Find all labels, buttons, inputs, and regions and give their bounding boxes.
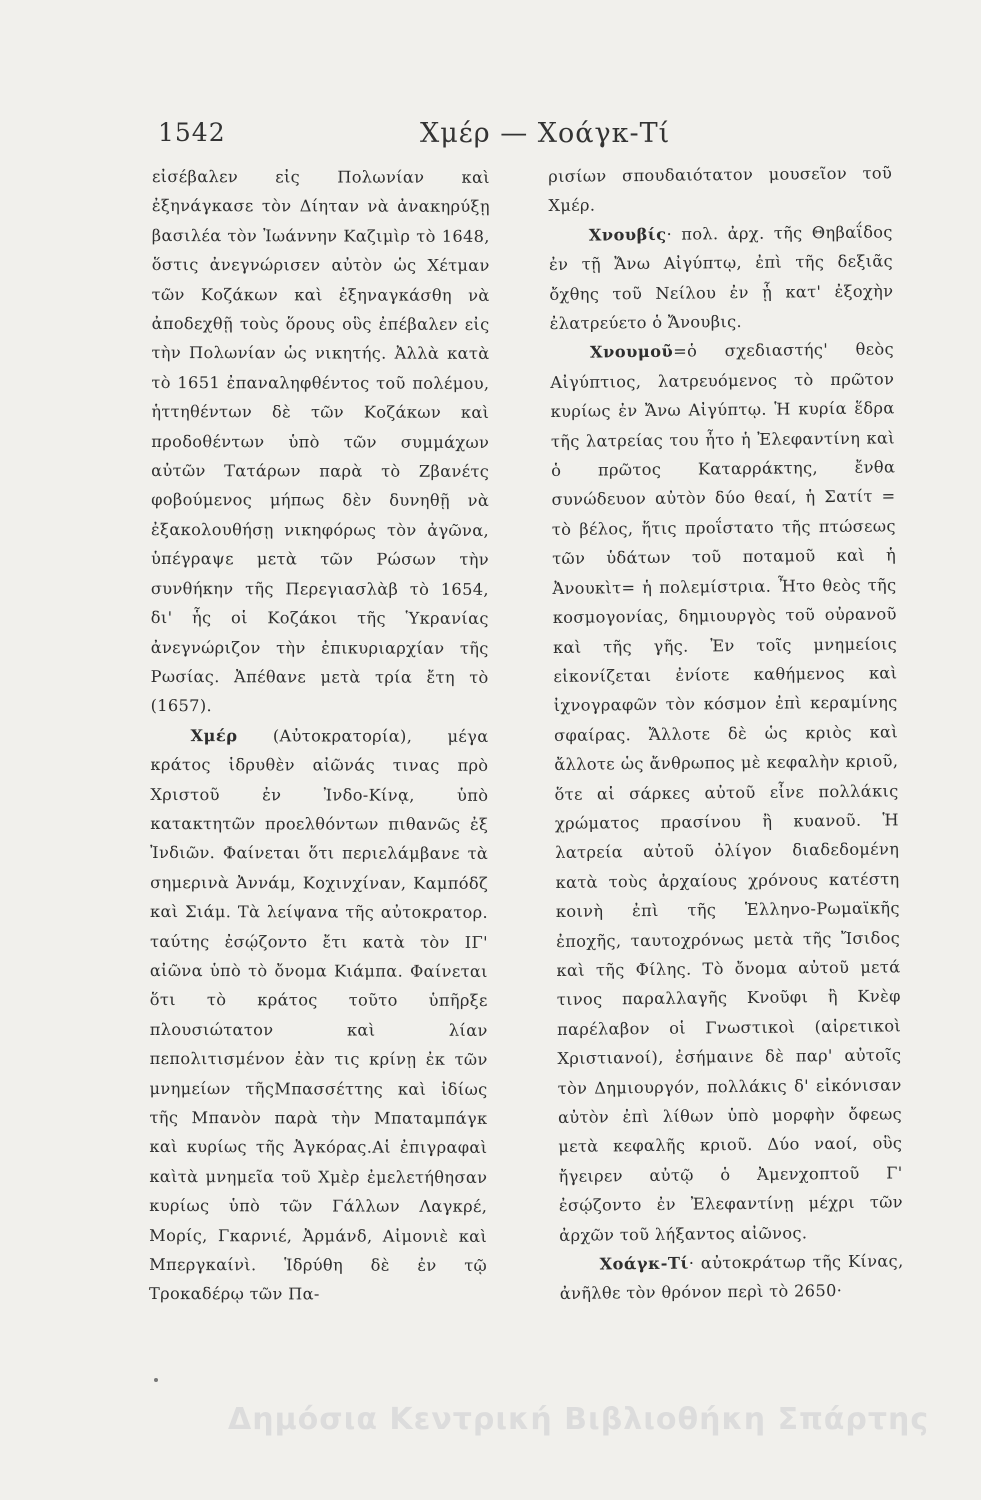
entry-continuation: εἰσέβαλεν εἰς Πολωνίαν καὶ ἐξηνάγκασε τὸν Δίηταν νὰ ἀνακηρύξῃ βασιλέα τὸν Ἰωάννην Καζιμὶρ τὸ 1648, ὅστις ἀνεγνώρισεν αὐτὸν ὡς Χέτμαν τῶν Κοζάκων καὶ ἐξηναγκάσθη νὰ ἀποδεχθῇ τοὺς ὅρους οὓς ἐπέβαλεν εἰς τὴν Πολωνίαν ὡς νικητής. Ἀλλὰ κατὰ τὸ 1651 ἐπαναληφθέντος τοῦ πολέμου, ἡττηθέντων δὲ τῶν Κοζάκων καὶ προδοθέντων ὑπὸ τῶν συμμάχων αὐτῶν Τατάρων παρὰ τὸ Ζβανέτς φοβούμενος μήπως δὲν δυνηθῇ νὰ ἐξακολουθήσῃ νικηφόρως τὸν ἀγῶνα, ὑπέγραψε μετὰ τῶν Ρώσων τὴν συνθήκην τῆς Περεγιασλὰβ τὸ 1654, δι' ἧς οἱ Κοζάκοι τῆς Ὑκρανίας ἀνεγνώριζον τὴν ἐπικυριαρχίαν τῆς Ρωσίας. Ἀπέθανε μετὰ τρία ἔτη τὸ (1657). — [150, 166, 490, 716]
library-watermark: Δημόσια Κεντρική Βιβλιοθήκη Σπάρτης — [228, 1402, 930, 1437]
entry-text: =ὁ σχεδιαστής' θεὸς Αἰγύπτιος, λατρευόμενος τὸ πρῶτον κυρίως ἐν Ἄνω Αἰγύπτῳ. Ἡ κυρία ἕδρα τῆς λατρείας του ἦτο ἡ Ἐλεφαντίνη καὶ ὁ πρῶτος Καταρράκτης, ἔνθα συνώδευον αὐτὸν δύο θεαί, ἡ Σατίτ = τὸ βέλος, ἥτις προΐστατο τῆς πτώσεως τῶν ὑδάτων τοῦ ποταμοῦ καὶ ἡ Ἀνουκὶτ= ἡ πολεμίστρια. Ἦτο θεὸς τῆς κοσμογονίας, δημιουργὸς τοῦ οὐρανοῦ καὶ τῆς γῆς. Ἐν τοῖς μνημείοις εἰκονίζεται ἐνίοτε καθήμενος καὶ ἰχνογραφῶν τὸν κόσμον ἐπὶ κεραμίνης σφαίρας. Ἄλλοτε δὲ ὡς κριὸς καὶ ἄλλοτε ὡς ἄνθρωπος μὲ κεφαλὴν κριοῦ, ὅτε αἱ σάρκες αὐτοῦ εἶνε πολλάκις χρώματος πρασίνου ἢ κυανοῦ. Ἡ λατρεία αὐτοῦ ὀλίγον διαδεδομένη κατὰ τοὺς ἀρχαίους χρόνους κατέστη κοινὴ ἐπὶ τῆς Ἑλληνο-Ρωμαϊκῆς ἐποχῆς, ταυτοχρόνως μετὰ τῆς Ἴσιδος καὶ τῆς Φίλης. Τὸ ὄνομα αὐτοῦ μετά τινος παραλλαγῆς Κνοῦφι ἢ Κνὲφ παρέλαβον οἱ Γνωστικοὶ (αἱρετικοὶ Χριστιανοί), ἐσήμαινε δὲ παρ' αὐτοῖς τὸν Δημιουργόν, πολλάκις δ' εἰκόνισαν αὐτὸν ἐπὶ λίθων ὑπὸ μορφὴν ὄφεως μετὰ κεφαλῆς κριοῦ. Δύο ναοί, οὓς ἤγειρεν αὐτῷ ὁ Ἀμενχοπτοῦ Γ' ἐσῴζοντο ἐν Ἐλεφαντίνῃ μέχρι τῶν ἀρχῶν τοῦ λήξαντος αἰῶνος. — [550, 339, 904, 1245]
ink-speck — [154, 1378, 158, 1382]
entry-text: · πολ. ἀρχ. τῆς Θηβαΐδος ἐν τῇ Ἄνω Αἰγύπτῳ, ἐπὶ τῆς δεξιᾶς ὄχθης τοῦ Νείλου ἐν ᾗ κατ' ἐξοχὴν ἐλατρεύετο ὁ Ἄνουβις. — [548, 222, 894, 334]
page-number: 1542 — [158, 118, 226, 147]
page-header — [150, 118, 830, 158]
entry-hoang-ti — [559, 1246, 904, 1308]
headword: Χνουμοῦ — [589, 342, 674, 363]
entry-text: (Αὐτοκρατορία), μέγα κράτος ἱδρυθὲν αἰῶνάς τινας πρὸ Χριστοῦ ἐν Ἰνδο-Κίνᾳ, ὑπὸ κατακτητῶν προελθόντων πιθανῶς ἐξ Ἰνδιῶν. Φαίνεται ὅτι περιελάμβανε τὰ σημερινὰ Ἀννάμ, Κοχινχίναν, Καμπόδζ καὶ Σιάμ. Τὰ λείψανα τῆς αὐτοκρατορ. ταύτης ἐσῴζοντο ἔτι κατὰ τὸν ΙΓ' αἰῶνα ὑπὸ τὸ ὄνομα Κιάμπα. Φαίνεται ὅτι τὸ κράτος τοῦτο ὑπῆρξε πλουσιώτατον καὶ λίαν πεπολιτισμένον ἐὰν τις κρίνῃ ἐκ τῶν μνημείων τῆςΜπασσέττης καὶ ἰδίως τῆς Μπανὸν παρὰ τὴν Μπαταμπάγκ καὶ κυρίως τῆς Ἀγκόρας.Αἱ ἐπιγραφαὶ καὶτὰ μνημεῖα τοῦ Χμὲρ ἐμελετήθησαν κυρίως ὑπὸ τῶν Γάλλων Λαγκρέ, Μορίς, Γκαρνιέ, Ἀρμάνδ, Αἰμονιὲ καὶ Μπεργκαίνὶ. Ἱδρύθη δὲ ἐν τῷ Τροκαδέρῳ τῶν Πα- — [149, 725, 489, 1304]
headword: Χοάγκ-Τί — [599, 1253, 689, 1274]
headword: Χμέρ — [190, 725, 238, 745]
entry-chnoumou — [550, 335, 904, 1250]
entry-text: · αὐτοκράτωρ τῆς Κίνας, ἀνῆλθε τὸν θρόνον περὶ τὸ 2650· — [559, 1251, 904, 1304]
entry-khmer-empire — [149, 721, 489, 1310]
headword: Χνουβίς — [588, 224, 667, 245]
entry-continuation: ρισίων σπουδαιότατον μουσεῖον τοῦ Χμέρ. — [548, 163, 893, 216]
entry-chnoubis — [549, 217, 894, 338]
left-column — [149, 162, 490, 1310]
right-column — [548, 158, 904, 1308]
running-title: Χμέρ — Χοάγκ-Τί — [420, 118, 671, 149]
